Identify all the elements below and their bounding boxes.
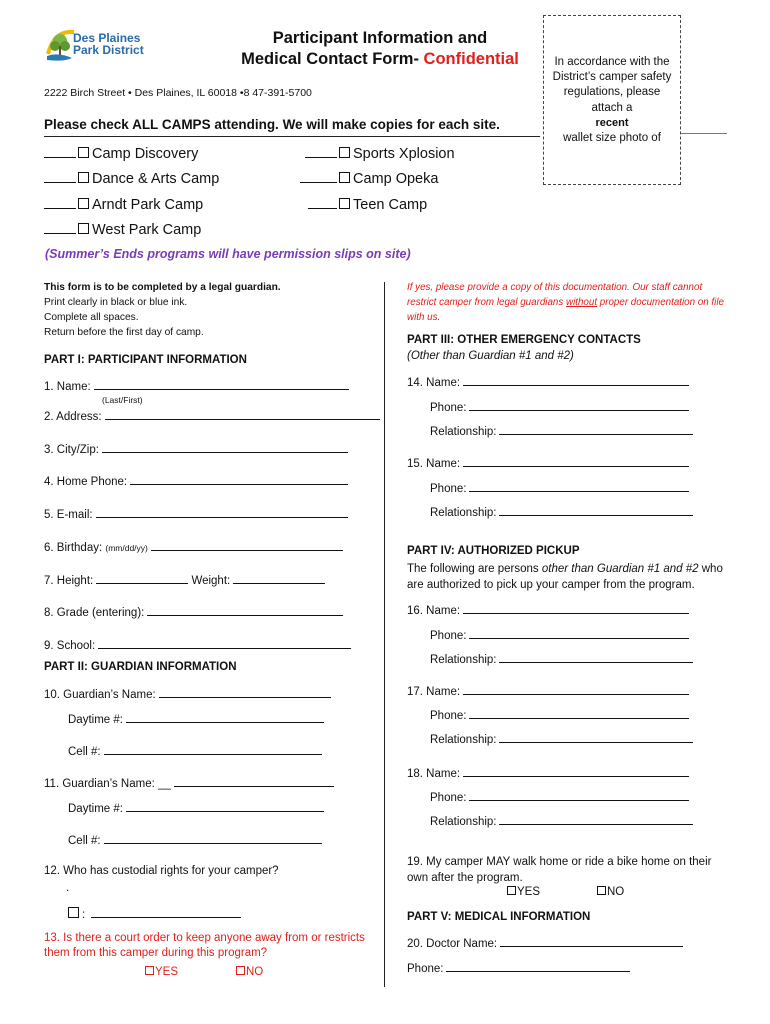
relationship-label: Relationship: xyxy=(430,426,497,438)
walk-home-line-1: 19. My camper MAY walk home or ride a bike home on their xyxy=(407,856,712,868)
court-order-line-2: them from this camper during this program? xyxy=(44,947,268,959)
checkbox-icon[interactable] xyxy=(236,966,245,975)
pickup18-relationship-input[interactable] xyxy=(499,813,693,825)
page-title xyxy=(225,28,535,70)
school-label: 9. School: xyxy=(44,640,96,652)
title-line-2-text: Medical Contact Form- xyxy=(241,50,424,68)
pickup17-relationship-field[interactable] xyxy=(430,731,693,746)
cell-label: Cell #: xyxy=(68,746,101,758)
address-label: 2. Address: xyxy=(44,411,102,423)
camp-option-arndt-park[interactable] xyxy=(44,196,203,213)
confidential-label: Confidential xyxy=(423,50,519,68)
camp-label: Camp Discovery xyxy=(92,146,199,162)
guardian2-daytime-input[interactable] xyxy=(126,800,324,812)
guardian2-name-label: 11. Guardian’s Name: __ xyxy=(44,778,171,790)
camp-option-opeka[interactable] xyxy=(300,170,438,187)
guardian1-daytime-input[interactable] xyxy=(126,711,324,723)
grade-field[interactable] xyxy=(44,604,343,619)
guardian1-name-label: 10. Guardian’s Name: xyxy=(44,689,156,701)
logo-text-line1: Des Plaines xyxy=(73,31,141,45)
email-input[interactable] xyxy=(96,506,348,518)
contact15-name-input[interactable] xyxy=(463,455,689,467)
doc-note-b: proper documentation on file with us. xyxy=(407,297,724,323)
guardian2-cell-input[interactable] xyxy=(104,832,322,844)
pickup18-name-input[interactable] xyxy=(463,765,689,777)
pickup17-name-label: 17. Name: xyxy=(407,686,461,698)
intro-line-2: Print clearly in black or blue ink. xyxy=(44,297,188,308)
birthday-input[interactable] xyxy=(151,539,343,551)
pickup16-relationship-field[interactable] xyxy=(430,651,693,666)
photo-line xyxy=(681,133,727,134)
address-input[interactable] xyxy=(105,408,380,420)
phone-label: Phone: xyxy=(430,710,467,722)
name-input[interactable] xyxy=(94,378,349,390)
camp-label: Arndt Park Camp xyxy=(92,197,204,213)
name-format-note: (Last/First) xyxy=(102,395,143,405)
camp-blank[interactable] xyxy=(44,221,76,234)
contact15-relationship-field[interactable] xyxy=(430,504,693,519)
checkbox-icon[interactable] xyxy=(339,172,350,183)
contact14-relationship-field[interactable] xyxy=(430,423,693,438)
phone-label: Phone: xyxy=(430,792,467,804)
part4-desc-line2: are authorized to pick up your camper from the program. xyxy=(407,579,695,591)
phone-label: Phone: xyxy=(430,402,467,414)
checkbox-icon[interactable] xyxy=(145,966,154,975)
guardian2-cell-field[interactable] xyxy=(68,832,322,847)
phone-label: Phone: xyxy=(430,483,467,495)
weight-label: Weight: xyxy=(191,575,231,587)
contact14-phone-input[interactable] xyxy=(469,399,689,411)
colon: : xyxy=(82,909,86,921)
camp-label: Camp Opeka xyxy=(353,171,439,187)
walk-home-line-2: own after the program. xyxy=(407,872,523,884)
camp-option-discovery[interactable] xyxy=(44,145,198,162)
birthday-format: (mm/dd/yy) xyxy=(105,543,148,553)
documentation-note xyxy=(407,280,725,325)
camp-option-west-park[interactable] xyxy=(44,221,201,238)
birthday-field[interactable] xyxy=(44,539,343,554)
pickup18-name-label: 18. Name: xyxy=(407,768,461,780)
camp-blank[interactable] xyxy=(308,196,337,209)
header-divider xyxy=(44,136,540,137)
camp-label: Sports Xplosion xyxy=(353,146,455,162)
part4-desc-italic: other than Guardian #1 and #2 xyxy=(541,563,699,575)
contact14-name-label: 14. Name: xyxy=(407,377,461,389)
logo-text-line2: Park District xyxy=(73,43,144,57)
photo-recent: recent xyxy=(595,116,629,129)
camp-option-sports-xplosion[interactable] xyxy=(305,145,455,162)
relationship-label: Relationship: xyxy=(430,507,497,519)
guardian2-name-input[interactable] xyxy=(174,775,334,787)
checkbox-icon[interactable] xyxy=(339,147,350,158)
contact14-phone-field[interactable] xyxy=(430,399,689,414)
photo-text-2: wallet size photo of xyxy=(563,132,661,145)
contact14-relationship-input[interactable] xyxy=(499,423,693,435)
title-line-1: Participant Information and xyxy=(272,29,488,47)
camp-blank[interactable] xyxy=(44,170,76,183)
guardian2-daytime-field[interactable] xyxy=(68,800,324,815)
contact14-name-field[interactable] xyxy=(407,374,689,389)
relationship-label: Relationship: xyxy=(430,734,497,746)
pickup18-phone-field[interactable] xyxy=(430,789,689,804)
title-line-2 xyxy=(225,49,535,70)
custodial-other-input[interactable] xyxy=(91,906,241,918)
intro-line-4: Return before the first day of camp. xyxy=(44,327,204,338)
height-label: 7. Height: xyxy=(44,575,94,587)
intro-line-3: Complete all spaces. xyxy=(44,312,139,323)
weight-input[interactable] xyxy=(233,572,325,584)
court-order-no[interactable] xyxy=(236,966,263,978)
doctor-phone-input[interactable] xyxy=(446,960,630,972)
pickup16-name-field[interactable] xyxy=(407,602,689,617)
photo-instructions xyxy=(548,55,676,146)
height-weight-field[interactable] xyxy=(44,572,325,587)
form-intro xyxy=(44,280,281,340)
pickup17-phone-field[interactable] xyxy=(430,707,689,722)
custodial-other-field[interactable] xyxy=(68,906,241,921)
camp-label: Teen Camp xyxy=(353,197,428,213)
part2-heading: PART II: GUARDIAN INFORMATION xyxy=(44,661,237,673)
camp-option-dance-arts[interactable] xyxy=(44,170,219,187)
contact14-name-input[interactable] xyxy=(463,374,689,386)
guardian1-cell-field[interactable] xyxy=(68,743,322,758)
guardian1-daytime-field[interactable] xyxy=(68,711,324,726)
part5-heading: PART V: MEDICAL INFORMATION xyxy=(407,911,591,923)
cell-label: Cell #: xyxy=(68,835,101,847)
no-label: NO xyxy=(246,966,264,978)
guardian1-name-input[interactable] xyxy=(159,686,331,698)
checkbox-icon[interactable] xyxy=(78,172,89,183)
camp-blank[interactable] xyxy=(305,145,337,158)
pickup17-name-input[interactable] xyxy=(463,683,689,695)
no-label: NO xyxy=(607,886,625,898)
walk-home-no[interactable] xyxy=(597,886,624,898)
phone-label: Phone: xyxy=(430,630,467,642)
part4-desc-a: The following are persons xyxy=(407,563,542,575)
doctor-name-input[interactable] xyxy=(500,935,683,947)
home-phone-input[interactable] xyxy=(130,473,348,485)
pickup16-phone-field[interactable] xyxy=(430,627,689,642)
address-field[interactable] xyxy=(44,408,380,423)
birthday-label: 6. Birthday: xyxy=(44,542,103,554)
intro-line-1: This form is to be completed by a legal guardian. xyxy=(44,282,281,293)
part1-heading: PART I: PARTICIPANT INFORMATION xyxy=(44,354,247,366)
daytime-label: Daytime #: xyxy=(68,714,123,726)
relationship-label: Relationship: xyxy=(430,816,497,828)
pickup18-phone-input[interactable] xyxy=(469,789,689,801)
court-order-question xyxy=(44,931,365,961)
cityzip-label: 3. City/Zip: xyxy=(44,444,99,456)
contact15-name-label: 15. Name: xyxy=(407,458,461,470)
checkbox-icon[interactable] xyxy=(507,886,516,895)
pickup17-phone-input[interactable] xyxy=(469,707,689,719)
yes-label: YES xyxy=(155,966,179,978)
summer-ends-note: (Summer’s Ends programs will have permission slips on site) xyxy=(45,247,411,261)
relationship-label: Relationship: xyxy=(430,654,497,666)
home-phone-label: 4. Home Phone: xyxy=(44,476,128,488)
grade-input[interactable] xyxy=(147,604,343,616)
pickup18-name-field[interactable] xyxy=(407,765,689,780)
custodial-dot: . xyxy=(66,882,70,894)
name-field[interactable] xyxy=(44,378,349,393)
pickup17-relationship-input[interactable] xyxy=(499,731,693,743)
contact15-phone-field[interactable] xyxy=(430,480,689,495)
school-field[interactable] xyxy=(44,637,351,652)
part3-subheading: (Other than Guardian #1 and #2) xyxy=(407,350,574,362)
pickup16-name-input[interactable] xyxy=(463,602,689,614)
height-input[interactable] xyxy=(96,572,188,584)
des-plaines-park-district-logo xyxy=(44,26,154,66)
email-field[interactable] xyxy=(44,506,348,521)
camp-blank[interactable] xyxy=(44,145,76,158)
part4-heading: PART IV: AUTHORIZED PICKUP xyxy=(407,545,580,557)
court-order-yes[interactable] xyxy=(145,966,178,978)
guardian1-cell-input[interactable] xyxy=(104,743,322,755)
email-label: 5. E-mail: xyxy=(44,509,93,521)
cityzip-field[interactable] xyxy=(44,441,348,456)
pickup16-relationship-input[interactable] xyxy=(499,651,693,663)
daytime-label: Daytime #: xyxy=(68,803,123,815)
checkbox-icon[interactable] xyxy=(68,907,79,918)
doctor-name-label: 20. Doctor Name: xyxy=(407,938,498,950)
camp-label: West Park Camp xyxy=(92,222,202,238)
doctor-phone-label: Phone: xyxy=(407,963,444,975)
pickup16-name-label: 16. Name: xyxy=(407,605,461,617)
camp-option-teen[interactable] xyxy=(308,196,427,213)
grade-label: 8. Grade (entering): xyxy=(44,607,145,619)
camps-instruction: Please check ALL CAMPS attending. We will make copies for each site. xyxy=(44,117,500,132)
guardian2-name-field[interactable] xyxy=(44,775,334,790)
checkbox-icon[interactable] xyxy=(78,147,89,158)
camp-blank[interactable] xyxy=(300,170,337,183)
walk-home-yes[interactable] xyxy=(507,886,540,898)
pickup18-relationship-field[interactable] xyxy=(430,813,693,828)
checkbox-icon[interactable] xyxy=(597,886,606,895)
doctor-name-field[interactable] xyxy=(407,935,683,950)
contact15-relationship-input[interactable] xyxy=(499,504,693,516)
camp-label: Dance & Arts Camp xyxy=(92,171,220,187)
doc-note-without: without xyxy=(566,297,598,308)
camp-blank[interactable] xyxy=(44,196,76,209)
part3-heading: PART III: OTHER EMERGENCY CONTACTS xyxy=(407,334,641,346)
pickup16-phone-input[interactable] xyxy=(469,627,689,639)
custodial-question: 12. Who has custodial rights for your camper? xyxy=(44,865,279,877)
school-input[interactable] xyxy=(98,637,351,649)
column-divider xyxy=(384,282,385,987)
doctor-phone-field[interactable] xyxy=(407,960,630,975)
photo-text: In accordance with the District’s camper safety regulations, please attach a xyxy=(552,56,672,114)
part4-description xyxy=(407,561,723,593)
contact15-phone-input[interactable] xyxy=(469,480,689,492)
part4-desc-b: who xyxy=(698,563,723,575)
walk-home-question xyxy=(407,854,711,886)
contact15-name-field[interactable] xyxy=(407,455,689,470)
name-label: 1. Name: xyxy=(44,381,91,393)
court-order-line-1: 13. Is there a court order to keep anyone away from or restricts xyxy=(44,932,365,944)
pickup17-name-field[interactable] xyxy=(407,683,689,698)
doc-note-a: If yes, please provide a copy of this documentation. Our staff cannot restrict camper from legal guardians xyxy=(407,282,703,308)
district-address: 2222 Birch Street • Des Plaines, IL 60018 •8 47-391-5700 xyxy=(44,87,312,99)
checkbox-icon[interactable] xyxy=(78,198,89,209)
guardian1-name-field[interactable] xyxy=(44,686,331,701)
yes-label: YES xyxy=(517,886,541,898)
home-phone-field[interactable] xyxy=(44,473,348,488)
checkbox-icon[interactable] xyxy=(339,198,350,209)
checkbox-icon[interactable] xyxy=(78,223,89,234)
cityzip-input[interactable] xyxy=(102,441,348,453)
